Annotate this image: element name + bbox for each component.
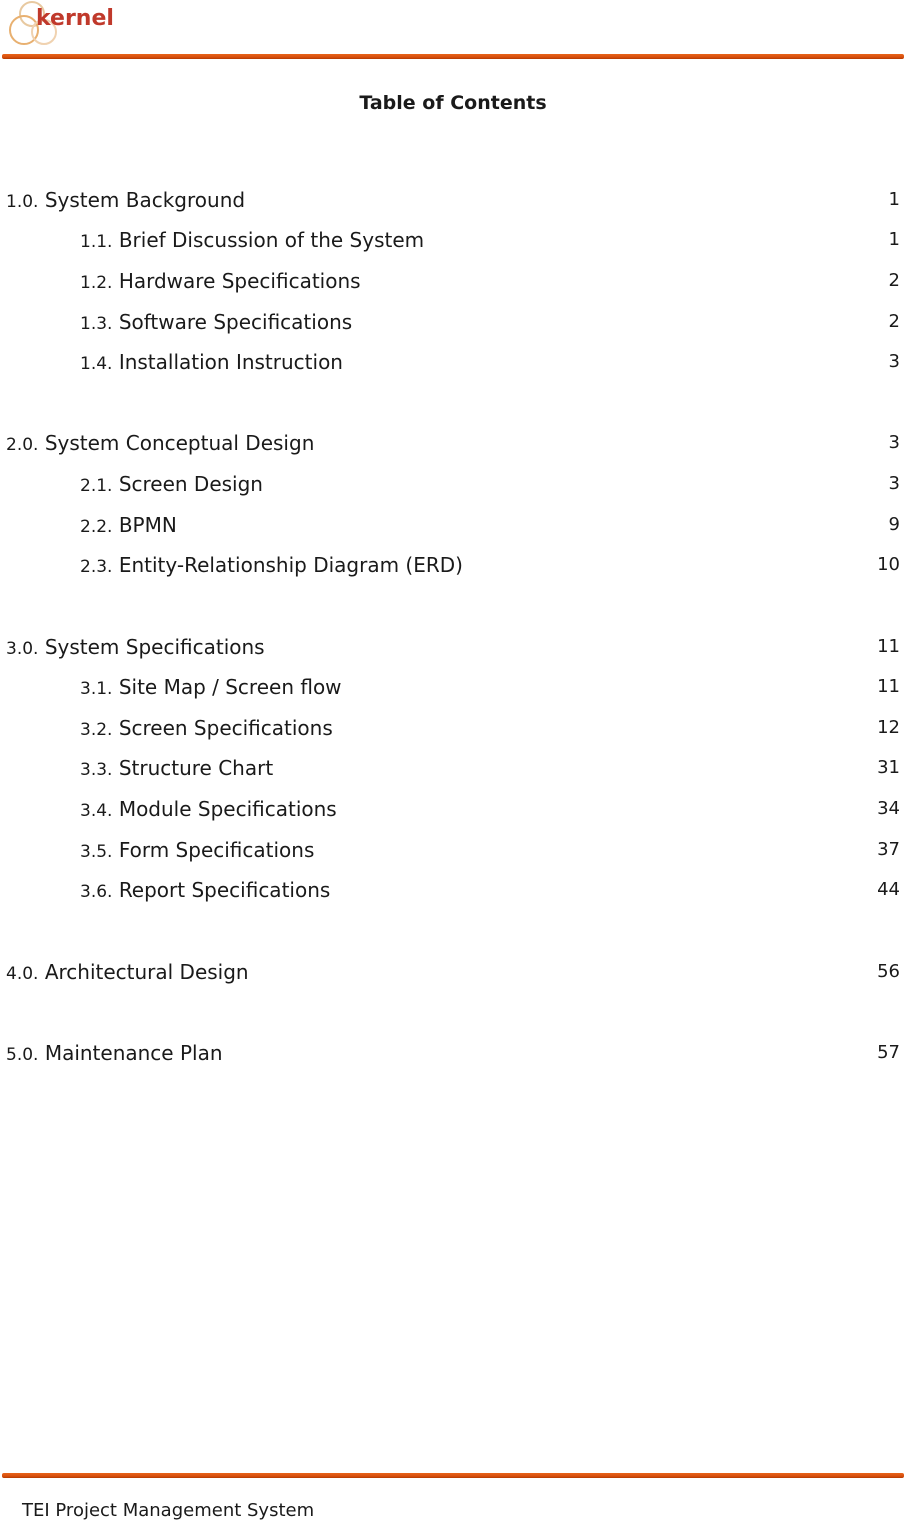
toc-entry-text: Module Specifications [118, 797, 337, 821]
toc-entry[interactable] [0, 267, 906, 295]
toc-entry-number: 3.2. [80, 720, 113, 740]
toc-entry-page: 2 [888, 270, 900, 291]
toc-entry-number: 2.2. [80, 517, 113, 537]
toc-entry-text: Maintenance Plan [44, 1041, 223, 1065]
toc-entry-number: 3.4. [80, 801, 113, 821]
toc-entry-number: 2.3. [80, 557, 113, 577]
toc-entry-number: 1.0. [6, 192, 39, 212]
toc-entry-number: 5.0. [6, 1045, 39, 1065]
toc-entry-text: System Specifications [44, 635, 265, 659]
toc-entry-page: 10 [877, 554, 900, 575]
toc-entry-text: Report Specifications [118, 878, 331, 902]
toc-entry-text: Hardware Specifications [118, 269, 361, 293]
toc-entry-number: 2.1. [80, 476, 113, 496]
toc-entry-page: 11 [877, 636, 900, 657]
toc-entry-text: Screen Specifications [118, 716, 333, 740]
toc-entry[interactable] [0, 754, 906, 782]
toc-entry-text: Installation Instruction [118, 350, 343, 374]
toc-entry-text: BPMN [118, 513, 177, 537]
toc-entry-text: Form Specifications [118, 838, 315, 862]
toc-entry-number: 3.5. [80, 842, 113, 862]
toc-entry-number: 1.4. [80, 354, 113, 374]
toc-entry[interactable] [0, 470, 906, 498]
toc-entry-page: 9 [888, 514, 900, 535]
toc-entry[interactable] [0, 795, 906, 823]
toc-entry-text: System Conceptual Design [44, 431, 315, 455]
toc-entry[interactable] [0, 551, 906, 579]
toc-entry-number: 2.0. [6, 435, 39, 455]
toc-entry-text: Software Specifications [118, 310, 353, 334]
toc-entry-number: 1.2. [80, 273, 113, 293]
toc-entry[interactable] [0, 226, 906, 254]
toc-entry[interactable] [0, 714, 906, 742]
toc-entry-text: Site Map / Screen flow [118, 675, 342, 699]
toc-entry-number: 3.6. [80, 882, 113, 902]
toc-entry-number: 3.0. [6, 639, 39, 659]
toc-entry-number: 3.1. [80, 679, 113, 699]
toc-entry-text: Entity-Relationship Diagram (ERD) [118, 553, 463, 577]
page-title: Table of Contents [359, 92, 547, 114]
header-rule [2, 54, 904, 59]
toc-entry-number: 4.0. [6, 964, 39, 984]
toc-entry-page: 2 [888, 311, 900, 332]
toc-entry-text: Structure Chart [118, 756, 274, 780]
toc-entry[interactable] [0, 511, 906, 539]
kernel-logo [4, 0, 124, 50]
toc-entry-page: 3 [888, 432, 900, 453]
toc-entry-number: 1.1. [80, 232, 113, 252]
toc-entry-page: 44 [877, 879, 900, 900]
logo-text: kernel [36, 6, 114, 31]
page-footer: TEI Project Management System [22, 1500, 315, 1521]
toc-entry-page: 1 [888, 189, 900, 210]
footer-rule [2, 1473, 904, 1478]
toc-entry[interactable] [0, 633, 906, 661]
toc-entry-text: Architectural Design [44, 960, 249, 984]
toc-entry[interactable] [0, 958, 906, 986]
toc-entry-page: 3 [888, 351, 900, 372]
toc-entry[interactable] [0, 186, 906, 214]
toc-entry[interactable] [0, 429, 906, 457]
toc-entry-page: 11 [877, 676, 900, 697]
toc-entry[interactable] [0, 1039, 906, 1067]
toc-entry-page: 37 [877, 839, 900, 860]
toc-entry-text: Brief Discussion of the System [118, 228, 425, 252]
toc-entry-page: 3 [888, 473, 900, 494]
toc-entry[interactable] [0, 876, 906, 904]
toc-entry-number: 1.3. [80, 314, 113, 334]
toc-entry-page: 57 [877, 1042, 900, 1063]
toc-entry-page: 1 [888, 229, 900, 250]
page-header [0, 0, 906, 62]
toc-entry[interactable] [0, 673, 906, 701]
toc-entry[interactable] [0, 308, 906, 336]
toc-entry-number: 3.3. [80, 760, 113, 780]
toc-entry-page: 56 [877, 961, 900, 982]
toc-entry[interactable] [0, 836, 906, 864]
toc-entry-page: 34 [877, 798, 900, 819]
toc-entry[interactable] [0, 348, 906, 376]
toc-entry-page: 31 [877, 757, 900, 778]
toc-entry-page: 12 [877, 717, 900, 738]
toc-entry-text: System Background [44, 188, 246, 212]
toc-entry-text: Screen Design [118, 472, 263, 496]
